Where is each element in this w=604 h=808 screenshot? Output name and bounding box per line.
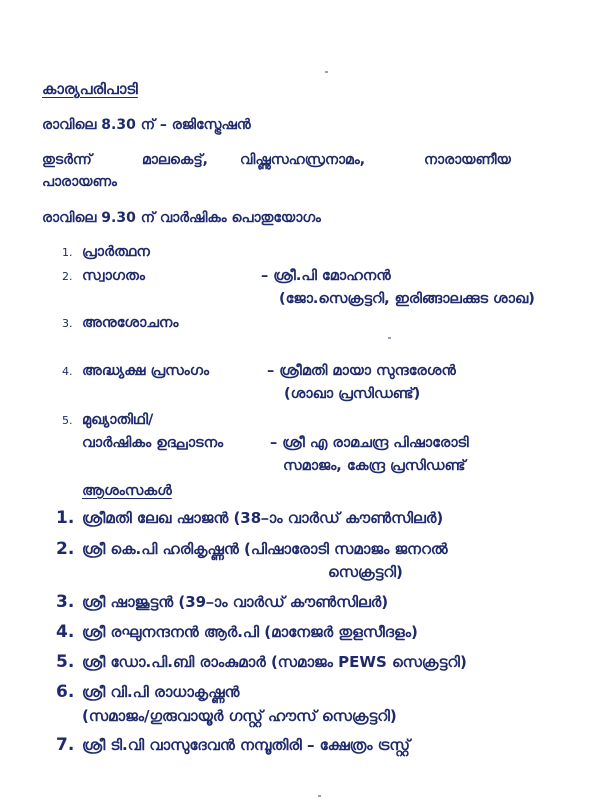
greeting-number: 6.	[56, 682, 75, 702]
greeting-number: 3.	[56, 592, 75, 612]
greetings-heading: ആശംസകൾ	[82, 483, 172, 499]
greeting-number: 5.	[56, 652, 75, 672]
greeting-text: ശ്രീ ഡോ.പി.ബി രാംകുമാർ (സമാജം PEWS സെക്രട്ടറി)	[82, 653, 467, 671]
agenda-role: (ശാഖാ പ്രസിഡണ്ട്)	[284, 386, 421, 402]
agenda-person: – ശ്രീ.പി മോഹനൻ	[261, 268, 391, 284]
agenda-item: വാർഷികം ഉദ്ഘാടനം	[82, 435, 224, 451]
greeting-number: 7.	[56, 735, 75, 755]
intro-word: നാരായണീയ	[424, 152, 511, 168]
agenda-number: 5.	[62, 414, 73, 427]
greeting-text: ശ്രീ രഘുനന്ദനൻ ആർ.പി (മാനേജർ തുളസീദളം)	[82, 623, 418, 641]
agenda-item: മുഖ്യാതിഥി/	[82, 412, 154, 428]
agenda-role: (ജോ.സെക്രട്ടറി, ഇരിങ്ങാലക്കുട ശാഖ)	[279, 291, 535, 307]
scan-speck	[388, 337, 391, 339]
agenda-item: സ്വാഗതം	[82, 268, 145, 284]
greeting-text: ശ്രീ ടി.വി വാസുദേവൻ നമ്പൂതിരി – ക്ഷേത്രം ട്രസ്റ്റ്	[82, 736, 410, 754]
greeting-text: ശ്രീ വി.പി രാധാകൃഷ്ണൻ	[82, 683, 240, 701]
greeting-text: ശ്രീ ഷാജൂട്ടൻ (39–ാം വാർഡ് കൗൺസിലർ)	[82, 593, 389, 611]
scan-speck	[318, 795, 321, 797]
intro-word: വിഷ്ണുസഹസ്രനാമം,	[240, 152, 366, 168]
scan-speck	[325, 71, 328, 73]
agenda-item: അനുശോചനം	[82, 315, 179, 331]
meeting-line: രാവിലെ 9.30 ന് വാർഷികം പൊതുയോഗം	[42, 210, 321, 226]
agenda-number: 2.	[62, 270, 73, 283]
agenda-number: 1.	[62, 246, 73, 259]
agenda-number: 3.	[62, 317, 73, 330]
greeting-text: (സമാജം/ഗുരുവായൂർ ഗസ്റ്റ് ഹൗസ് സെക്രട്ടറി)	[82, 707, 397, 725]
greeting-number: 4.	[56, 622, 75, 642]
greeting-text: ശ്രീ കെ.പി ഹരികൃഷ്ണൻ (പിഷാരോടി സമാജം ജനറൽ	[82, 540, 448, 558]
agenda-item: പ്രാർത്ഥന	[82, 244, 150, 260]
intro-line: പാരായണം	[42, 174, 117, 190]
agenda-item: അദ്ധ്യക്ഷ പ്രസംഗം	[82, 363, 210, 379]
greeting-number: 2.	[56, 539, 75, 559]
agenda-number: 4.	[62, 365, 73, 378]
agenda-role: സമാജം, കേന്ദ്ര പ്രസിഡണ്ട്	[283, 458, 466, 474]
intro-word: തുടർന്ന്	[42, 152, 92, 168]
agenda-person: – ശ്രീ എ രാമചന്ദ്ര പിഷാരോടി	[270, 435, 469, 451]
greeting-number: 1.	[56, 508, 75, 528]
intro-word: മാലകെട്ട്,	[142, 152, 208, 168]
registration-line: രാവിലെ 8.30 ന് – രജിസ്ട്രേഷൻ	[42, 117, 251, 133]
greeting-text: ശ്രീമതി ലേഖ ഷാജൻ (38–ാം വാർഡ് കൗൺസിലർ)	[82, 509, 444, 527]
agenda-person: – ശ്രീമതി മായാ സുന്ദരേശൻ	[267, 363, 456, 379]
greeting-text: സെക്രട്ടറി)	[328, 563, 403, 581]
page-heading: കാര്യപരിപാടി	[42, 80, 138, 98]
